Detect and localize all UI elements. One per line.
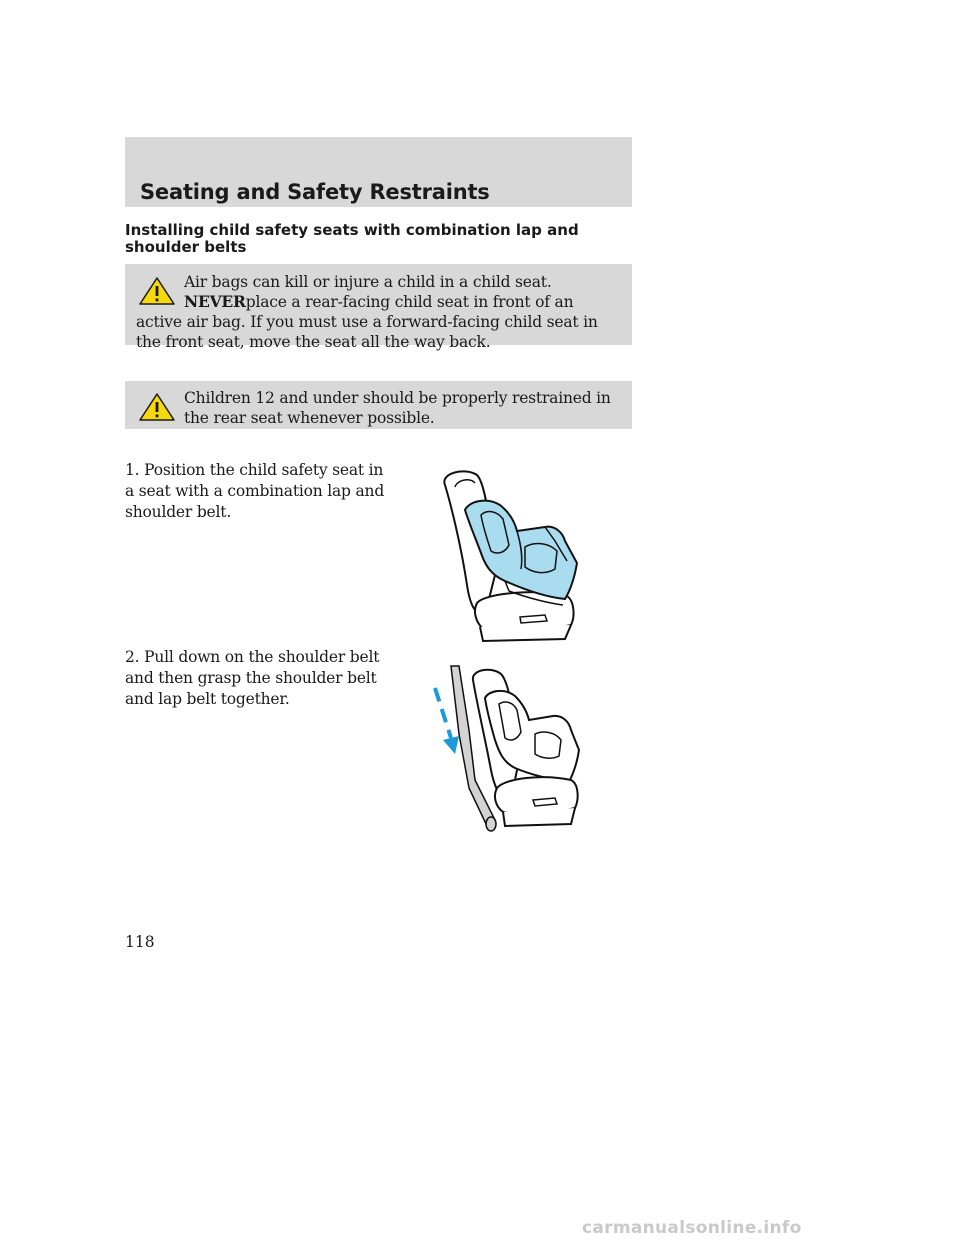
step-1-text: 1. Position the child safety seat in a seat with a combination lap and shoulder belt.	[125, 461, 385, 521]
warning-box-airbag	[125, 264, 632, 351]
warning-box-children	[125, 381, 632, 429]
section-heading: Installing child safety seats with combination lap and shoulder belts	[125, 221, 579, 256]
warning-triangle-icon	[138, 392, 176, 422]
warning-text: Children 12 and under should be properly restrained in the rear seat whenever possible.	[184, 389, 611, 427]
shoulder-belt-illustration	[425, 660, 595, 835]
watermark: carmanualsonline.info	[582, 1218, 802, 1238]
warning-triangle-icon	[138, 276, 176, 306]
warning-emphasis: NEVER	[184, 292, 246, 311]
warning-text-after: place a rear-facing child seat in front of an active air bag. If you must use a forward-facing child seat in the front seat, move the seat all the way back.	[136, 293, 598, 351]
page-title: Seating and Safety Restraints	[140, 180, 490, 204]
child-seat-illustration	[425, 465, 595, 645]
step-2-text: 2. Pull down on the shoulder belt and then grasp the shoulder belt and lap belt together.	[125, 648, 380, 708]
warning-text-before: Air bags can kill or injure a child in a child seat.	[184, 273, 552, 291]
page-number: 118	[125, 933, 155, 951]
